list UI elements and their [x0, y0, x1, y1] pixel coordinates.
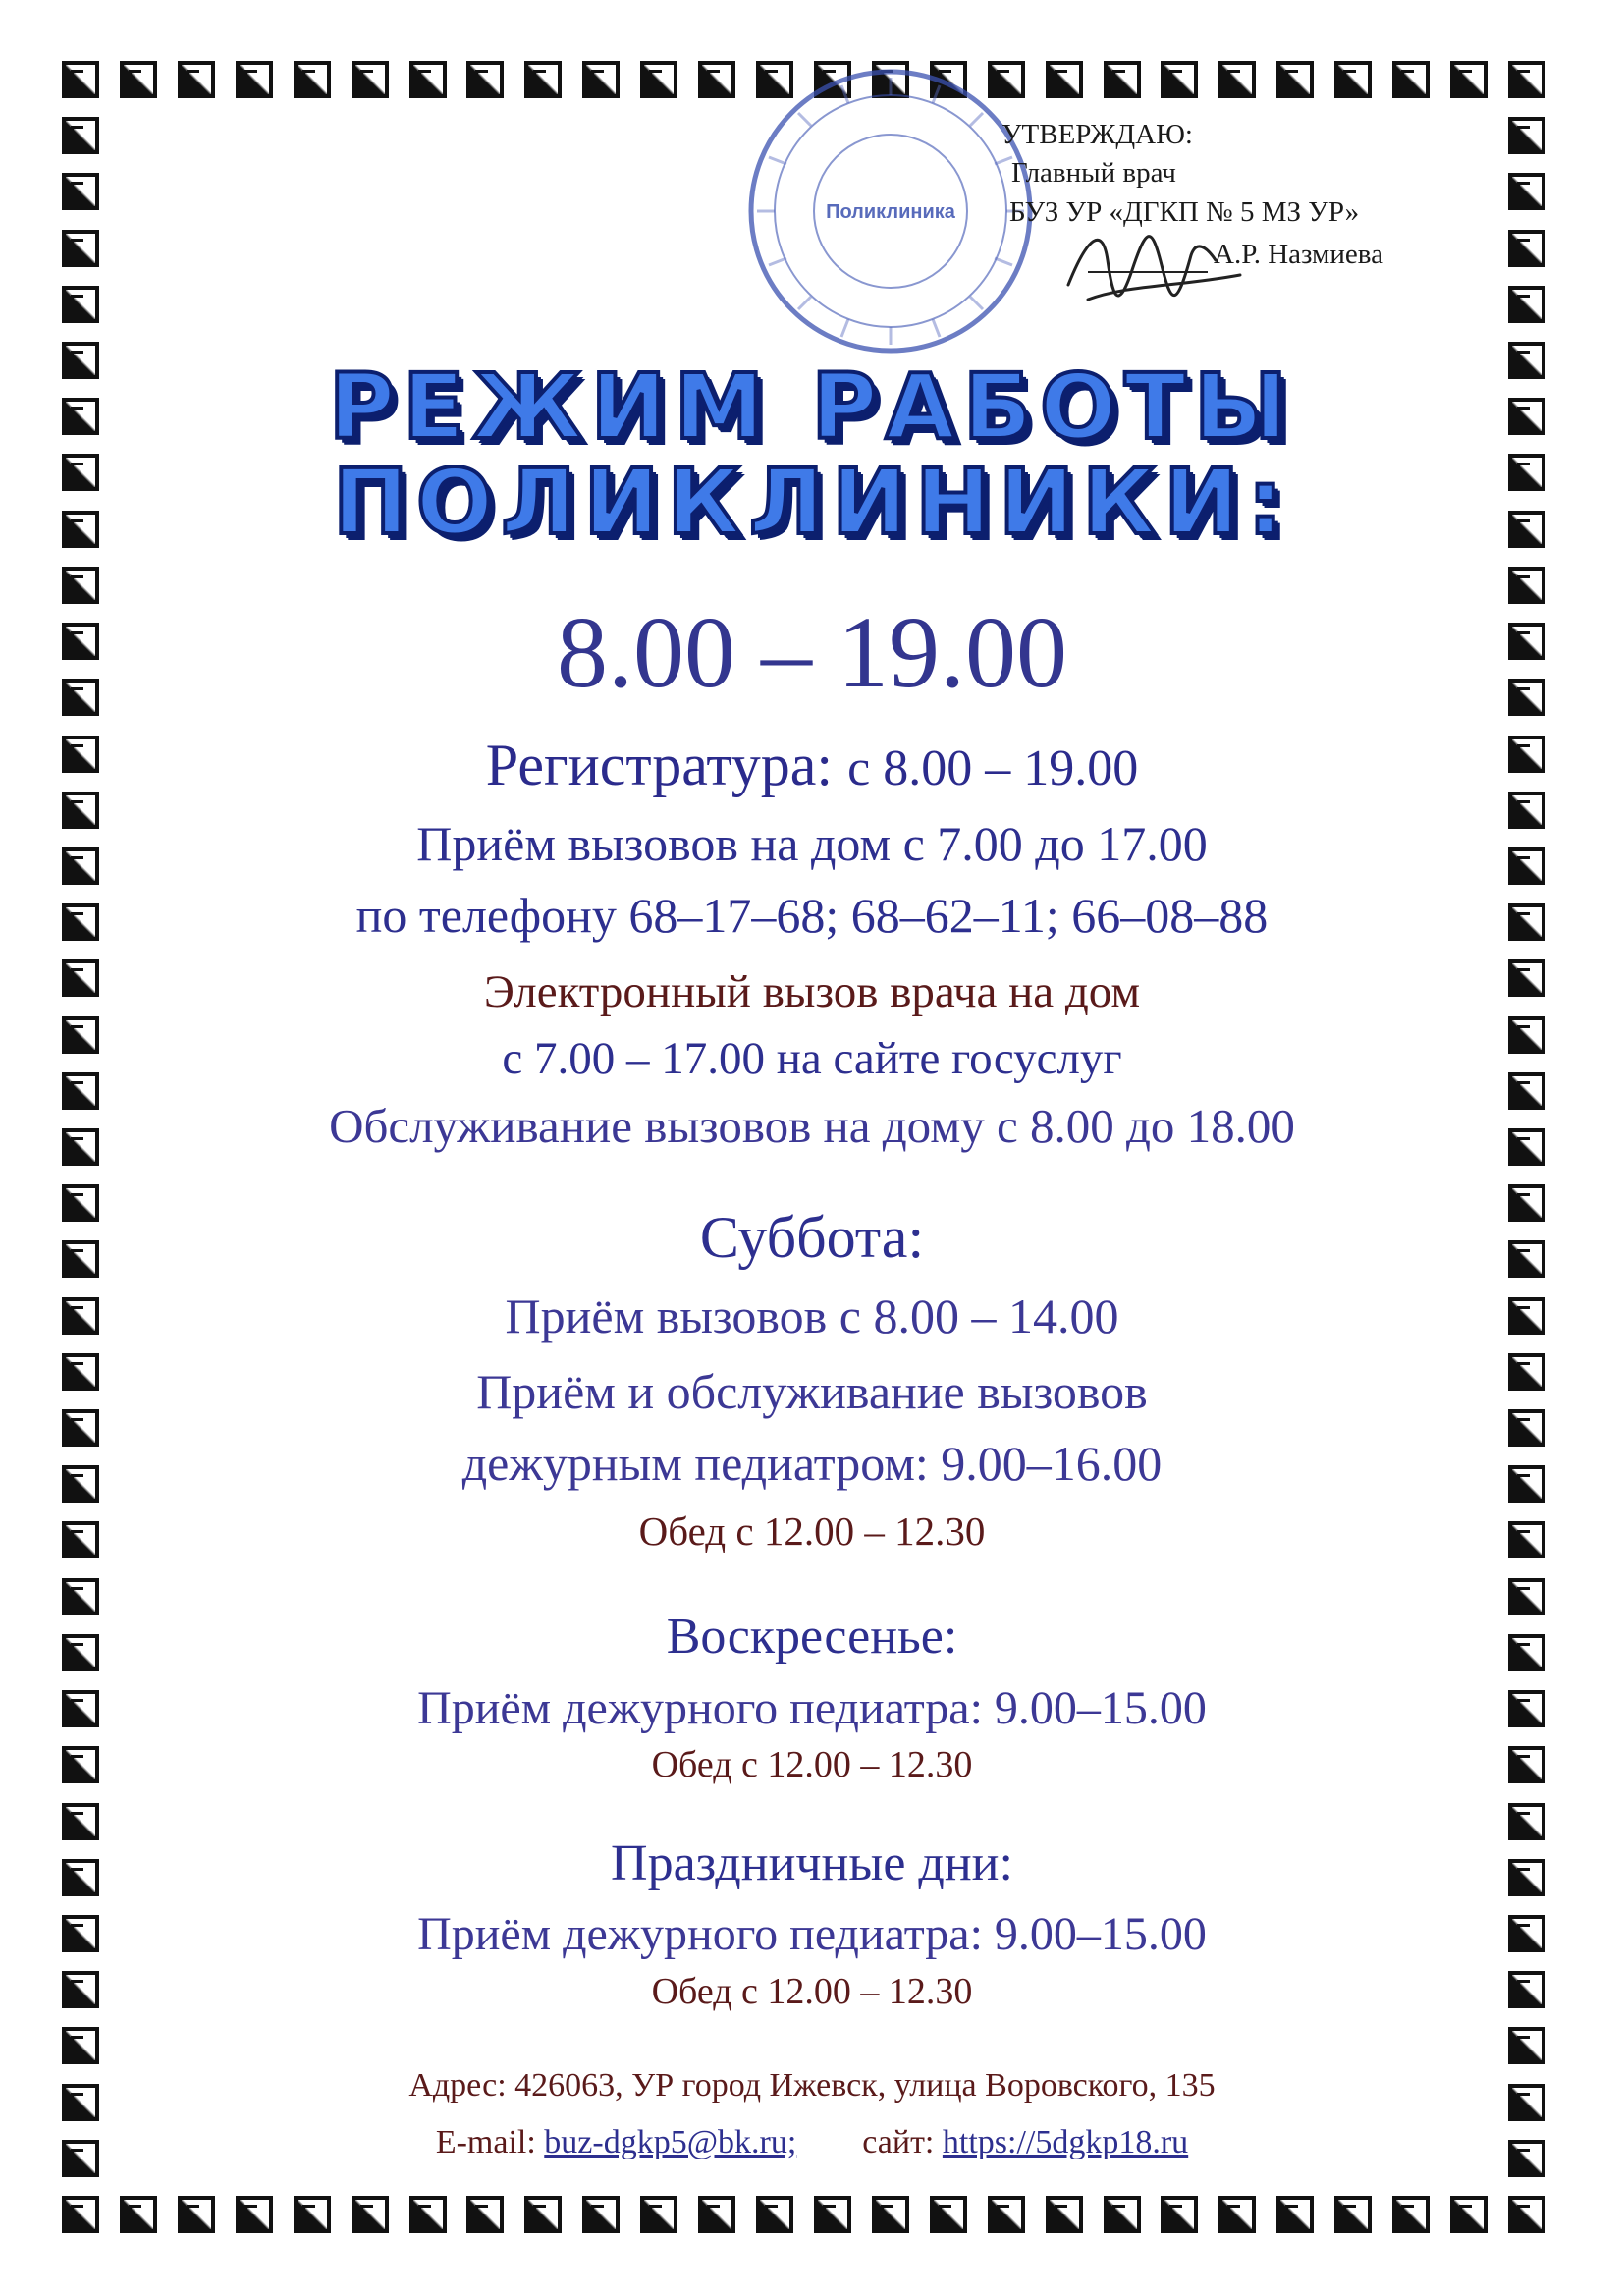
border-square: [62, 173, 99, 210]
border-square: [62, 1690, 99, 1727]
border-square: [1508, 454, 1545, 491]
border-square: [1508, 286, 1545, 323]
border-square: [62, 1128, 99, 1166]
border-square: [62, 2027, 99, 2064]
email-label: E-mail:: [435, 2124, 536, 2160]
border-square: [62, 679, 99, 716]
border-square: [756, 2196, 793, 2233]
ecall-line-1: Электронный вызов врача на дом: [483, 966, 1141, 1017]
border-square: [1276, 2196, 1314, 2233]
official-stamp: [743, 64, 1038, 358]
border-square: [62, 623, 99, 660]
contacts-line: [118, 2124, 1506, 2161]
border-square: [1508, 61, 1545, 98]
border-square: [62, 2140, 99, 2177]
border-square: [1508, 2196, 1545, 2233]
border-square: [178, 2196, 215, 2233]
border-square: [62, 567, 99, 604]
approval-line-3: БУЗ УР «ДГКП № 5 МЗ УР»: [1009, 196, 1360, 228]
border-square: [1276, 61, 1314, 98]
border-square: [1508, 117, 1545, 154]
border-square: [62, 1971, 99, 2008]
border-square: [872, 2196, 909, 2233]
border-square: [62, 511, 99, 548]
title-line-1: РЕЖИМ РАБОТЫ: [328, 355, 1296, 460]
border-square: [1508, 1803, 1545, 1840]
border-square: [1508, 1971, 1545, 2008]
border-square: [62, 398, 99, 435]
border-square: [1508, 2027, 1545, 2064]
border-square: [466, 2196, 504, 2233]
border-square: [1508, 2084, 1545, 2121]
address-label: Адрес:: [408, 2067, 507, 2104]
border-square: [582, 2196, 620, 2233]
border-square: [1508, 1859, 1545, 1896]
border-square: [62, 903, 99, 941]
border-square: [409, 61, 447, 98]
border-square: [62, 1803, 99, 1840]
border-square: [1508, 1128, 1545, 1166]
border-square: [1508, 959, 1545, 997]
address-value: 426063, УР город Ижевск, улица Воровского, 135: [514, 2067, 1216, 2104]
border-square: [1508, 623, 1545, 660]
registry-line: [118, 732, 1506, 799]
border-square: [409, 2196, 447, 2233]
border-square: [62, 454, 99, 491]
border-square: [62, 1016, 99, 1054]
border-square: [1508, 679, 1545, 716]
border-square: [236, 2196, 273, 2233]
holidays-lunch: Обед с 12.00 – 12.30: [651, 1971, 973, 2012]
sunday-lunch: Обед с 12.00 – 12.30: [651, 1744, 973, 1785]
border-square: [62, 1915, 99, 1952]
border-square: [1508, 903, 1545, 941]
border-square: [1508, 1409, 1545, 1447]
border-square: [1508, 1690, 1545, 1727]
border-square: [1161, 2196, 1198, 2233]
border-square: [62, 847, 99, 885]
border-square: [62, 736, 99, 773]
sunday-line-1: Приём дежурного педиатра: 9.00–15.00: [417, 1682, 1207, 1734]
border-square: [1508, 230, 1545, 267]
border-square: [62, 342, 99, 379]
main-hours: 8.00 – 19.00: [557, 596, 1067, 709]
holidays-line-1: Приём дежурного педиатра: 9.00–15.00: [417, 1908, 1207, 1960]
border-square: [1218, 61, 1256, 98]
border-square: [62, 1297, 99, 1335]
border-square: [62, 61, 99, 98]
border-square: [62, 117, 99, 154]
border-square: [62, 1465, 99, 1503]
border-square: [1508, 398, 1545, 435]
email-link[interactable]: buz-dgkp5@bk.ru;: [544, 2124, 797, 2160]
border-square: [1508, 1297, 1545, 1335]
border-square: [120, 61, 157, 98]
border-square: [1508, 2140, 1545, 2177]
border-square: [62, 2084, 99, 2121]
holidays-heading: Праздничные дни:: [611, 1835, 1013, 1891]
border-square: [1218, 2196, 1256, 2233]
border-square: [1508, 736, 1545, 773]
border-square: [1508, 1465, 1545, 1503]
border-square: [62, 1240, 99, 1278]
border-square: [698, 61, 735, 98]
saturday-line-3: дежурным педиатром: 9.00–16.00: [461, 1436, 1163, 1491]
border-square: [1334, 2196, 1372, 2233]
border-square: [524, 2196, 562, 2233]
saturday-line-1: Приём вызовов с 8.00 – 14.00: [505, 1288, 1119, 1343]
border-square: [466, 61, 504, 98]
registry-label: Регистратура:: [485, 733, 834, 797]
approval-line-4: А.Р. Назмиева: [1214, 239, 1383, 270]
border-square: [1508, 173, 1545, 210]
home-calls-line: Приём вызовов на дом с 7.00 до 17.00: [416, 816, 1208, 871]
border-square: [524, 61, 562, 98]
address-line: [118, 2067, 1506, 2105]
border-square: [1508, 1353, 1545, 1391]
border-square: [62, 1578, 99, 1615]
border-square: [1450, 61, 1488, 98]
border-square: [1508, 1746, 1545, 1783]
border-square: [1508, 847, 1545, 885]
border-square: [1508, 1184, 1545, 1222]
approval-line-1: УТВЕРЖДАЮ:: [1001, 119, 1193, 150]
border-square: [1508, 1915, 1545, 1952]
border-square: [352, 61, 389, 98]
saturday-lunch: Обед с 12.00 – 12.30: [638, 1508, 986, 1554]
site-link[interactable]: https://5dgkp18.ru: [942, 2124, 1189, 2160]
border-square: [1508, 1240, 1545, 1278]
border-square: [62, 1521, 99, 1558]
stamp-center-label: Поликлиника: [826, 201, 955, 223]
saturday-line-2: Приём и обслуживание вызовов: [476, 1364, 1148, 1419]
border-square: [178, 61, 215, 98]
border-square: [62, 1072, 99, 1110]
approval-line-2: Главный врач: [1011, 157, 1176, 189]
border-square: [582, 61, 620, 98]
registry-hours: с 8.00 – 19.00: [847, 740, 1139, 796]
border-square: [62, 1409, 99, 1447]
border-square: [1508, 342, 1545, 379]
site-label: сайт:: [862, 2124, 935, 2160]
border-square: [62, 959, 99, 997]
border-square: [294, 61, 331, 98]
border-square: [294, 2196, 331, 2233]
border-square: [1161, 61, 1198, 98]
border-square: [1508, 1072, 1545, 1110]
border-square: [1508, 1578, 1545, 1615]
border-square: [698, 2196, 735, 2233]
border-square: [120, 2196, 157, 2233]
border-square: [1046, 2196, 1083, 2233]
border-square: [62, 230, 99, 267]
border-square: [640, 2196, 677, 2233]
handwritten-signature: [1058, 216, 1255, 334]
title-line-2: ПОЛИКЛИНИКИ:: [332, 450, 1292, 555]
border-square: [1508, 1634, 1545, 1671]
border-square: [930, 2196, 967, 2233]
border-square: [1450, 2196, 1488, 2233]
border-square: [1508, 1016, 1545, 1054]
border-square: [236, 61, 273, 98]
border-square: [62, 1634, 99, 1671]
border-square: [62, 792, 99, 829]
border-square: [62, 1353, 99, 1391]
border-square: [62, 1184, 99, 1222]
border-square: [1046, 61, 1083, 98]
border-square: [988, 2196, 1025, 2233]
border-square: [352, 2196, 389, 2233]
border-square: [1104, 2196, 1141, 2233]
border-square: [1508, 1521, 1545, 1558]
border-square: [1334, 61, 1372, 98]
border-square: [62, 1859, 99, 1896]
border-square: [62, 2196, 99, 2233]
home-service-line: Обслуживание вызовов на дому с 8.00 до 18.00: [329, 1099, 1295, 1153]
ecall-line-2: с 7.00 – 17.00 на сайте госуслуг: [502, 1033, 1122, 1084]
saturday-heading: Суббота:: [699, 1205, 925, 1270]
border-square: [1392, 61, 1430, 98]
border-square: [1508, 567, 1545, 604]
border-square: [62, 1746, 99, 1783]
border-square: [640, 61, 677, 98]
phones-line: по телефону 68–17–68; 68–62–11; 66–08–88: [355, 888, 1269, 943]
border-square: [1392, 2196, 1430, 2233]
border-square: [1508, 511, 1545, 548]
border-square: [62, 286, 99, 323]
border-square: [814, 2196, 851, 2233]
sunday-heading: Воскресенье:: [666, 1609, 958, 1665]
border-square: [1508, 792, 1545, 829]
border-square: [1104, 61, 1141, 98]
